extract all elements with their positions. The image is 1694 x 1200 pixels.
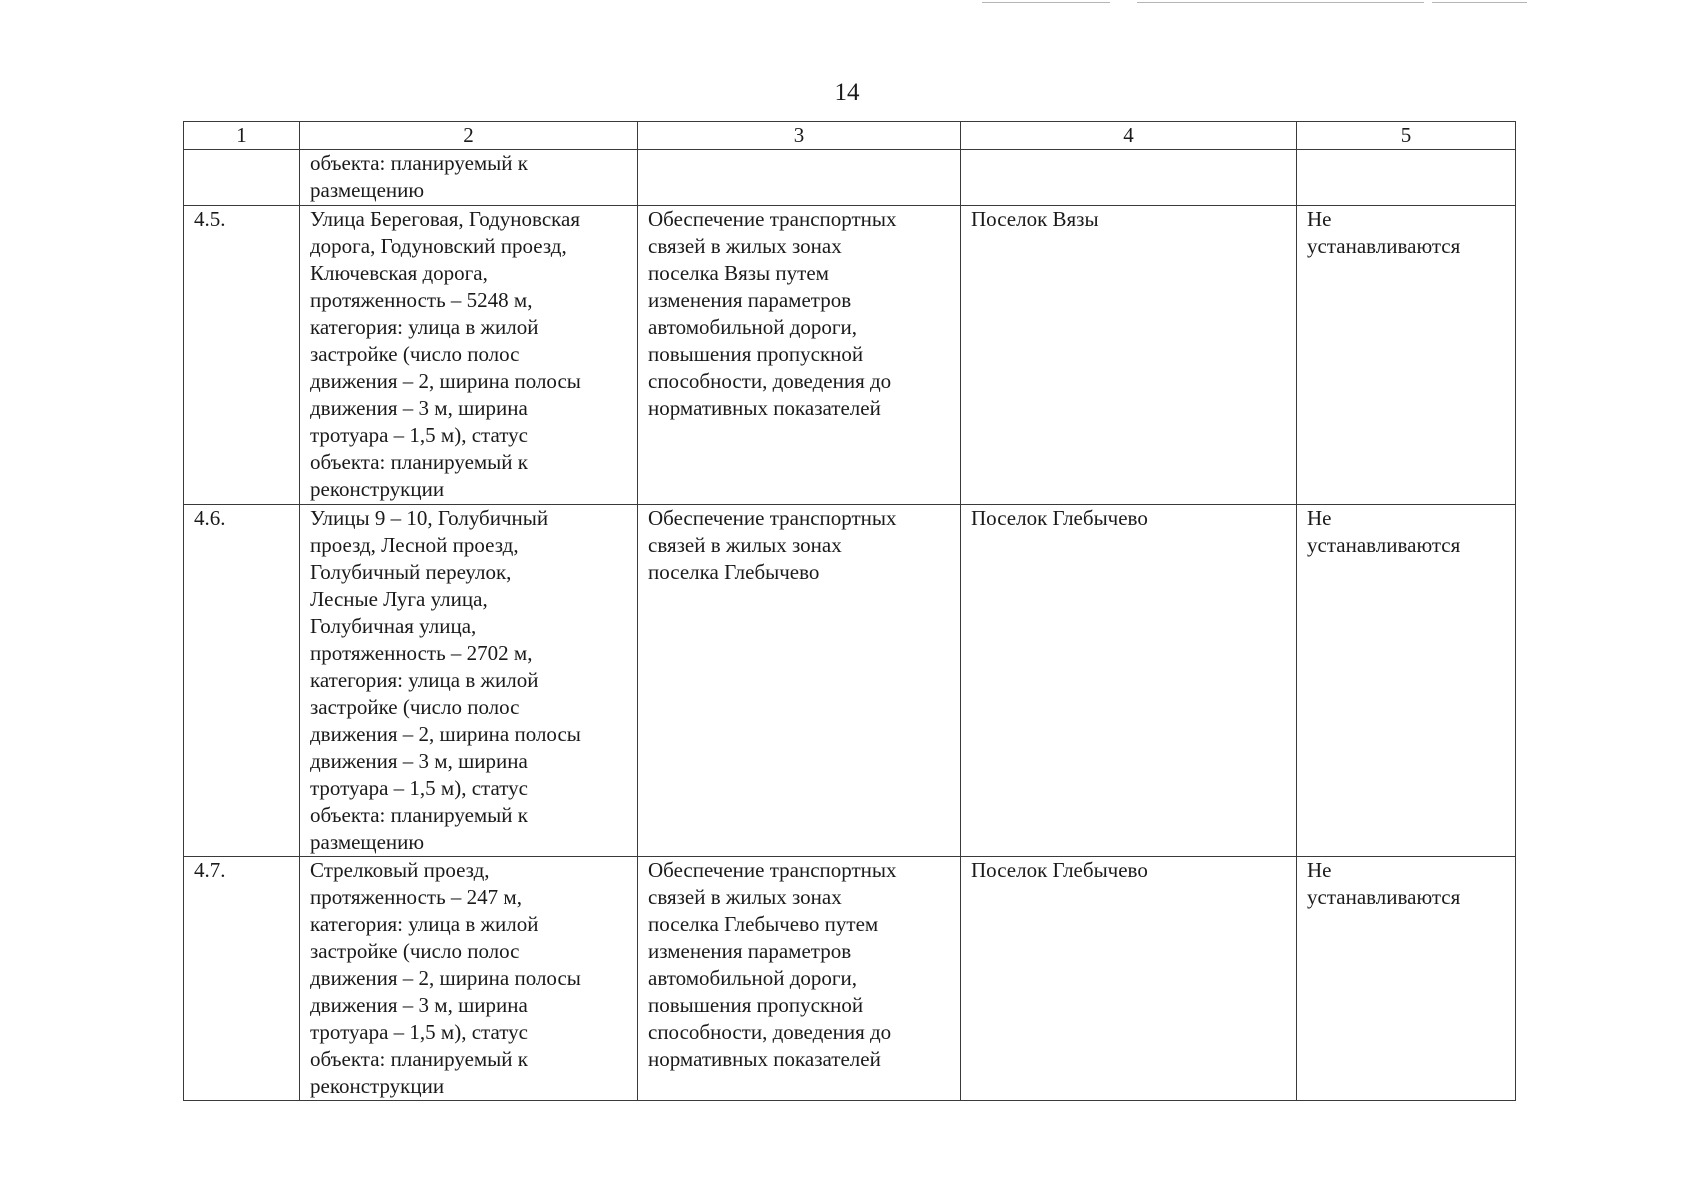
location-cell: Поселок Глебычево — [961, 857, 1297, 1101]
purpose-cell: Обеспечение транспортных связей в жилых зонах поселка Глебычево путем изменения параметров автомобильной дороги, повышения пропускной способности, доведения до нормативных показателей — [638, 857, 961, 1101]
purpose-cell: Обеспечение транспортных связей в жилых зонах поселка Глебычево — [638, 505, 961, 857]
table-row — [184, 857, 1516, 1101]
object-description-cell: Улицы 9 – 10, Голубичный проезд, Лесной проезд, Голубичный переулок, Лесные Луга улица, Голубичная улица, протяженность – 2702 м, категория: улица в жилой застройке (число полос движения – 2, ширина полосы движения – 3 м, ширина тротуара – 1,5 м), статус объекта: планируемый к размещению — [300, 505, 638, 857]
zones-cell — [1297, 150, 1516, 206]
zones-cell: Не устанавливаются — [1297, 505, 1516, 857]
scan-artifact-line-3 — [1432, 2, 1527, 3]
purpose-cell — [638, 150, 961, 206]
row-number-cell: 4.7. — [184, 857, 300, 1101]
column-header: 3 — [638, 122, 961, 150]
object-description-cell: Стрелковый проезд, протяженность – 247 м, категория: улица в жилой застройке (число полос движения – 2, ширина полосы движения – 3 м, ширина тротуара – 1,5 м), статус объекта: планируемый к реконструкции — [300, 857, 638, 1101]
location-cell: Поселок Глебычево — [961, 505, 1297, 857]
column-header: 1 — [184, 122, 300, 150]
column-header: 2 — [300, 122, 638, 150]
row-number-cell: 4.6. — [184, 505, 300, 857]
scan-artifact-line-2 — [1137, 2, 1424, 3]
scan-artifact-line-1 — [982, 2, 1110, 3]
table-row — [184, 206, 1516, 505]
document-table — [183, 121, 1516, 1101]
table-row — [184, 505, 1516, 857]
purpose-cell: Обеспечение транспортных связей в жилых зонах поселка Вязы путем изменения параметров автомобильной дороги, повышения пропускной способности, доведения до нормативных показателей — [638, 206, 961, 505]
column-header: 4 — [961, 122, 1297, 150]
column-header: 5 — [1297, 122, 1516, 150]
table-row — [184, 150, 1516, 206]
row-number-cell: 4.5. — [184, 206, 300, 505]
zones-cell: Не устанавливаются — [1297, 206, 1516, 505]
table-header-row — [184, 122, 1516, 150]
row-number-cell — [184, 150, 300, 206]
location-cell — [961, 150, 1297, 206]
object-description-cell: объекта: планируемый к размещению — [300, 150, 638, 206]
location-cell: Поселок Вязы — [961, 206, 1297, 505]
zones-cell: Не устанавливаются — [1297, 857, 1516, 1101]
page-number: 14 — [834, 79, 860, 106]
object-description-cell: Улица Береговая, Годуновская дорога, Годуновский проезд, Ключевская дорога, протяженность – 5248 м, категория: улица в жилой застройке (число полос движения – 2, ширина полосы движения – 3 м, ширина тротуара – 1,5 м), статус объекта: планируемый к реконструкции — [300, 206, 638, 505]
